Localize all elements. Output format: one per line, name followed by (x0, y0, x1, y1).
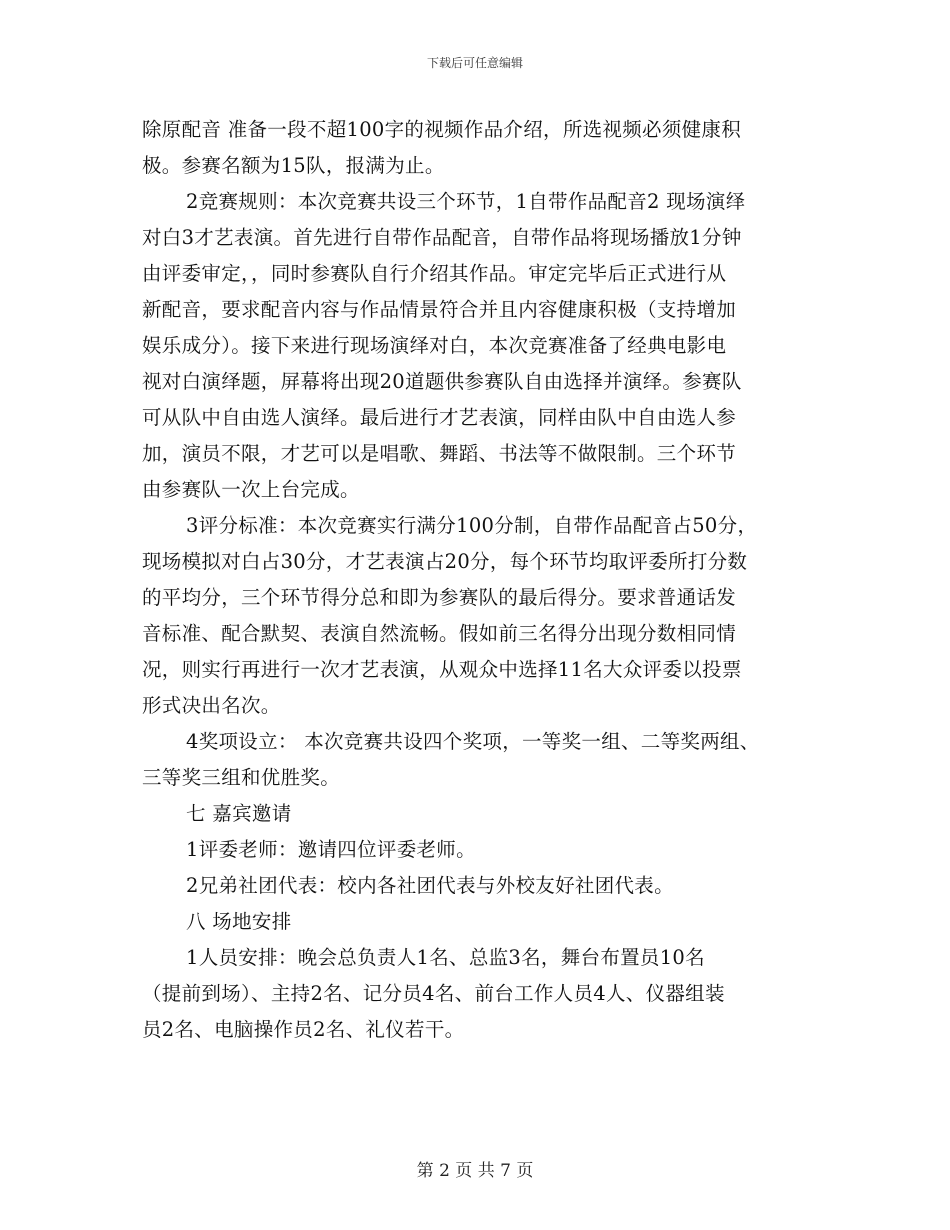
text-line: 除原配音 准备一段不超100字的视频作品介绍，所选视频必须健康积 (142, 118, 742, 141)
text-line: 视对白演绎题，屏幕将出现20道题供参赛队自由选择并演绎。参赛队 (142, 370, 742, 393)
document-body (142, 112, 814, 1048)
text-line: 极。参赛名额为15队，报满为止。 (142, 154, 445, 177)
text-line: 3评分标准：本次竞赛实行满分100分制，自带作品配音占50分， (186, 514, 758, 537)
text-line: 况，则实行再进行一次才艺表演，从观众中选择11名大众评委以投票 (142, 658, 742, 681)
text-line: 1评委老师：邀请四位评委老师。 (186, 838, 476, 861)
text-line: 1人员安排：晚会总负责人1名、总监3名，舞台布置员10名 (186, 946, 705, 969)
text-line: 音标准、配合默契、表演自然流畅。假如前三名得分出现分数相同情 (142, 622, 737, 645)
text-line: 2竞赛规则：本次竞赛共设三个环节，1自带作品配音2 现场演绎 (186, 190, 746, 213)
text-line: 可从队中自由选人演绎。最后进行才艺表演，同样由队中自由选人参 (142, 406, 737, 429)
text-line: 现场模拟对白占30分，才艺表演占20分，每个环节均取评委所打分数 (142, 550, 748, 573)
page-header: 下载后可任意编辑 (426, 56, 523, 70)
text-line: 的平均分，三个环节得分总和即为参赛队的最后得分。要求普通话发 (142, 586, 737, 609)
text-line: 由评委审定，，同时参赛队自行介绍其作品。审定完毕后正式进行从 (142, 262, 727, 285)
text-line: 员2名、电脑操作员2名、礼仪若干。 (142, 1018, 465, 1041)
text-line: 形式决出名次。 (142, 694, 281, 717)
text-line: 2兄弟社团代表：校内各社团代表与外校友好社团代表。 (186, 874, 674, 897)
page-footer: 第 2 页 共 7 页 (416, 1161, 534, 1181)
text-line: 4奖项设立： 本次竞赛共设四个奖项，一等奖一组、二等奖两组、 (186, 730, 760, 753)
text-line: 新配音，要求配音内容与作品情景符合并且内容健康积极（支持增加 (142, 298, 737, 321)
text-line: 对白3才艺表演。首先进行自带作品配音，自带作品将现场播放1分钟 (142, 226, 742, 249)
text-line: 加，演员不限，才艺可以是唱歌、舞蹈、书法等不做限制。三个环节 (142, 442, 737, 465)
section-heading: 七 嘉宾邀请 (186, 802, 292, 825)
text-line: 由参赛队一次上台完成。 (142, 478, 360, 501)
text-line: 娱乐成分）。接下来进行现场演绎对白，本次竞赛准备了经典电影电 (142, 334, 727, 357)
text-line: （提前到场）、主持2名、记分员4名、前台工作人员4人、仪器组装 (142, 982, 725, 1005)
section-heading: 八 场地安排 (186, 910, 292, 933)
text-line: 三等奖三组和优胜奖。 (142, 766, 341, 789)
